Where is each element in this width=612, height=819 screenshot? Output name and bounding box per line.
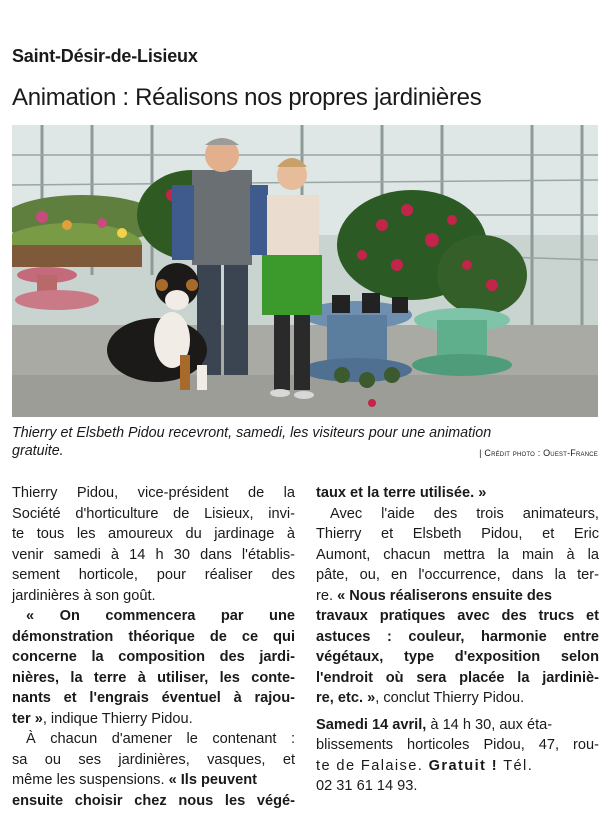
text-fragment: même les suspensions. (12, 772, 169, 788)
article-kicker: Saint-Désir-de-Lisieux (12, 46, 198, 66)
event-info-line (316, 756, 599, 777)
text-line: Société d'horticulture de Lisieux, invi- (12, 505, 295, 522)
event-info-line (316, 715, 599, 736)
attribution: , conclut Thierry Pidou. (375, 690, 525, 706)
event-date: Samedi 14 avril, (316, 716, 427, 733)
quote-line: astuces : couleur, harmonie entre (316, 628, 599, 645)
free-label: Gratuit ! (428, 757, 499, 774)
quote-start: « Nous réaliserons ensuite des (337, 587, 553, 604)
article-column-2 (316, 483, 599, 797)
text-line: Avec l'aide des trois animateurs, (330, 505, 599, 522)
quote-line: taux et la terre utilisée. » (316, 485, 487, 501)
caption-line: Thierry et Elsbeth Pidou recevront, samedi, les visiteurs pour une animation (12, 425, 492, 441)
quote-line: ensuite choisir chez nous les végé- (12, 792, 295, 809)
phone-number: 02 31 61 14 93. (316, 778, 418, 794)
article-headline: Animation : Réalisons nos propres jardinières (12, 84, 482, 111)
quote-line: démonstration théorique de ce qui (12, 628, 295, 645)
article-photo (12, 125, 598, 417)
event-info-line: blissements horticoles Pidou, 47, rou- (316, 737, 599, 753)
text-line: jardinières à son goût. (12, 587, 156, 604)
quote-line: « On commencera par une (26, 608, 295, 624)
text-line: te tous les amoureux du jardinage à (12, 526, 295, 542)
text-line: Aumont, chacun mettra la main à la (316, 546, 599, 563)
text-fragment: te de Falaise. (316, 757, 429, 774)
quote-line: travaux pratiques avec des trucs et (316, 608, 599, 624)
text-line (316, 688, 599, 709)
quote-line: nières, la terre à utiliser, les conte- (12, 669, 295, 686)
text-line: pâte, ou, en l'occurrence, dans la ter- (316, 567, 599, 583)
caption-line: gratuite. (12, 443, 64, 459)
text-line: sa ou ses jardinières, vasques, et (12, 751, 295, 768)
quote-line: concerne la composition des jardi- (12, 649, 295, 665)
text-fragment: re. (316, 587, 338, 604)
quote-end: ter » (12, 710, 43, 727)
quote-end: re, etc. » (316, 690, 376, 706)
text-line: Thierry Pidou, vice-président de la (12, 485, 295, 501)
text-fragment: Tél. (498, 757, 534, 774)
quote-line: nants et l'engrais éventuel à rajou- (12, 690, 295, 706)
text-line (12, 770, 295, 791)
article-column-1 (12, 483, 295, 811)
text-fragment: à 14 h 30, aux éta- (426, 716, 553, 733)
text-line (12, 709, 295, 730)
quote-line: l'endroit où sera placée la jardiniè- (316, 669, 599, 686)
text-line (316, 586, 599, 607)
quote-line: végétaux, type d'exposition selon (316, 649, 599, 665)
text-line: À chacun d'amener le contenant : (26, 731, 295, 747)
text-line: venir samedi à 14 h 30 dans l'établis- (12, 546, 295, 563)
text-line: Thierry et Elsbeth Pidou, et Eric (316, 526, 599, 542)
quote-start: « Ils peuvent (168, 772, 257, 788)
photo-credit: | Crédit photo : Ouest-France (479, 448, 598, 458)
text-line: sement horticole, pour réaliser des (12, 567, 295, 583)
attribution: , indique Thierry Pidou. (42, 710, 193, 727)
